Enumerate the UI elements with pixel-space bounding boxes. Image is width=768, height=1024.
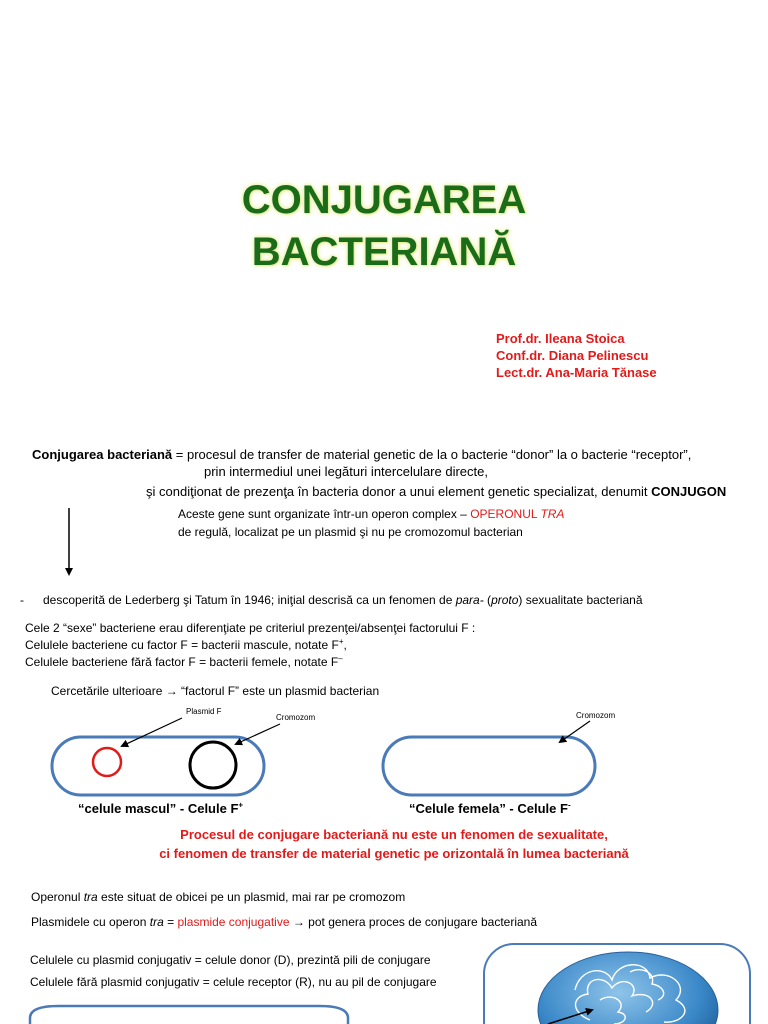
- sexes-text-2-end: ,: [343, 638, 347, 652]
- male-cell: [52, 737, 264, 795]
- operon-term-tra: TRA: [540, 507, 565, 521]
- statement-line-2: ci fenomen de transfer de material genetic pe orizontală în lumea bacteriană: [159, 846, 629, 861]
- donor-line-2: Celulele fără plasmid conjugativ = celule receptor (R), nu au pil de conjugare: [30, 975, 437, 989]
- author-1: Prof.dr. Ileana Stoica: [496, 331, 625, 346]
- tra-text-1: Operonul: [31, 890, 84, 904]
- chromosome-label-female: Cromozom: [576, 711, 616, 720]
- definition-text-1: = procesul de transfer de material genetic de la o bacterie “donor” la o bacterie “receptor”,: [172, 447, 692, 462]
- male-caption-sup: +: [238, 800, 244, 810]
- definition-line-2: prin intermediul unei legături intercelulare directe,: [204, 464, 488, 479]
- conjugative-plasmids-term: plasmide conjugative: [177, 915, 290, 929]
- female-caption-sup: -: [567, 800, 571, 810]
- discovery-dash: -: [20, 593, 24, 607]
- discovery-proto: proto: [491, 593, 519, 607]
- male-chromosome-pointer-arrow: [236, 724, 280, 744]
- tra-text-2-post: → pot genera proces de conjugare bacteriană: [289, 915, 538, 929]
- discovery-text-2: (: [483, 593, 492, 607]
- plasmid-f-label: Plasmid F: [186, 707, 222, 716]
- tra-italic-2: tra: [149, 915, 164, 929]
- discovery-text-1: descoperită de Lederberg şi Tatum în 1946; iniţial descrisă ca un fenomen de: [43, 593, 456, 607]
- female-caption: [409, 800, 571, 817]
- definition-text-3: şi condiţionat de prezenţa în bacteria donor a unui element genetic specializat, denumit: [146, 484, 652, 499]
- sexes-text-2: Celulele bacteriene cu factor F = bacterii mascule, notate F: [25, 638, 339, 652]
- operon-text-1: Aceste gene sunt organizate într-un operon complex –: [178, 507, 471, 521]
- tra-line-2: [31, 914, 537, 930]
- tra-text-1-post: este situat de obicei pe un plasmid, mai rar pe cromozom: [97, 890, 406, 904]
- conjugon-term: CONJUGON: [651, 484, 727, 499]
- tra-line-1: [31, 889, 405, 905]
- sexes-text-3: Celulele bacteriene fără factor F = bacterii femele, notate F: [25, 655, 339, 669]
- definition-term: Conjugarea bacteriană: [32, 447, 173, 462]
- female-caption-text: “Celule femela” - Celule F: [409, 801, 568, 816]
- tra-italic-1: tra: [83, 890, 98, 904]
- title-line-1: CONJUGAREA: [241, 178, 527, 222]
- sexes-sup-minus: –: [338, 654, 343, 663]
- sexes-line-1: Cele 2 “sexe” bacteriene erau diferenţiate pe criteriul prezenţei/absenţei factorului F :: [25, 621, 476, 635]
- author-2: Conf.dr. Diana Pelinescu: [496, 348, 649, 363]
- sexes-sup-plus: +: [338, 637, 344, 646]
- donor-line-1: Celulele cu plasmid conjugativ = celule donor (D), prezintă pili de conjugare: [30, 953, 431, 967]
- bottom-cell-outline: [30, 1006, 348, 1024]
- research-line: Cercetările ulterioare → “factorul F” este un plasmid bacterian: [51, 684, 380, 698]
- tra-text-2: Plasmidele cu operon: [31, 915, 150, 929]
- female-cell: [383, 737, 595, 795]
- male-caption-text: “celule mascul” - Celule F: [78, 801, 239, 816]
- operon-term: OPERONUL: [470, 507, 541, 521]
- operon-line-2: de regulă, localizat pe un plasmid şi nu pe cromozomul bacterian: [178, 525, 523, 539]
- chromosome-label-male: Cromozom: [276, 713, 316, 722]
- male-caption: [78, 800, 243, 817]
- discovery-text-3: ) sexualitate bacteriană: [518, 593, 643, 607]
- author-3: Lect.dr. Ana-Maria Tănase: [496, 365, 657, 380]
- tra-eq: =: [163, 915, 178, 929]
- title-line-2: BACTERIANĂ: [251, 230, 517, 274]
- discovery-para: para-: [455, 593, 484, 607]
- statement-line-1: Procesul de conjugare bacteriană nu este un fenomen de sexualitate,: [180, 827, 608, 842]
